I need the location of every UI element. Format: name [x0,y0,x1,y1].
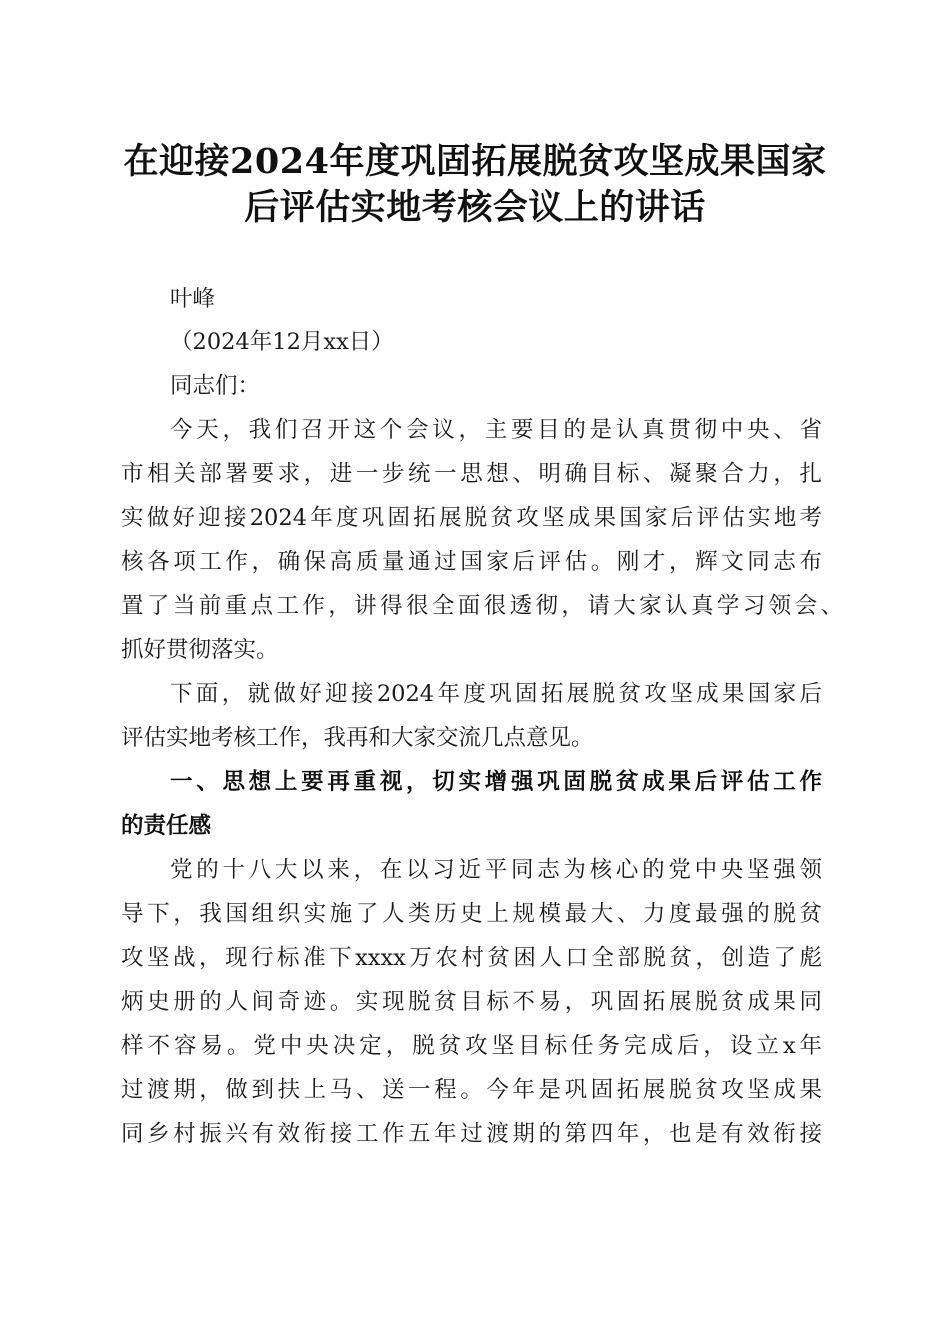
paragraph-3-line: 炳史册的人间奇迹。实现脱贫目标不易，巩固拓展脱贫成果同 [121,989,822,1015]
paragraph-3-line: 过渡期，做到扶上马、送一程。今年是巩固拓展脱贫攻坚成果 [121,1077,822,1103]
document-title-line-1: 在迎接2024年度巩固拓展脱贫攻坚成果国家 [123,141,827,182]
paragraph-1-line: 实做好迎接2024年度巩固拓展脱贫攻坚成果国家后评估实地考 [121,505,822,531]
paragraph-1-line: 置了当前重点工作，讲得很全面很透彻，请大家认真学习领会、 [121,593,843,619]
paragraph-1-line: 核各项工作，确保高质量通过国家后评估。刚才，辉文同志布 [121,549,822,575]
paragraph-1-line: 今天，我们召开这个会议，主要目的是认真贯彻中央、省 [170,417,822,443]
speech-date: （2024年12月xx日） [170,329,394,355]
author-name: 叶峰 [170,286,216,312]
paragraph-3-line: 攻坚战，现行标准下xxxx万农村贫困人口全部脱贫，创造了彪 [121,945,822,971]
paragraph-3-line: 导下，我国组织实施了人类历史上规模最大、力度最强的脱贫 [121,901,822,927]
document-title-line-2: 后评估实地考核会议上的讲话 [244,187,706,228]
paragraph-1-line: 抓好贯彻落实。 [121,637,279,663]
section-heading-1-line: 的责任感 [121,813,212,839]
paragraph-1-line: 市相关部署要求，进一步统一思想、明确目标、凝聚合力，扎 [121,461,822,487]
paragraph-3-line: 党的十八大以来，在以习近平同志为核心的党中央坚强领 [170,857,822,883]
paragraph-3-line: 同乡村振兴有效衔接工作五年过渡期的第四年，也是有效衔接 [121,1121,822,1147]
paragraph-2-line: 评估实地考核工作，我再和大家交流几点意见。 [121,725,594,751]
paragraph-3-line: 样不容易。党中央决定，脱贫攻坚目标任务完成后，设立x年 [121,1033,822,1059]
section-heading-1-line: 一、思想上要再重视，切实增强巩固脱贫成果后评估工作 [170,769,822,795]
paragraph-2-line: 下面，就做好迎接2024年度巩固拓展脱贫攻坚成果国家后 [170,681,822,707]
salutation: 同志们： [170,373,261,399]
